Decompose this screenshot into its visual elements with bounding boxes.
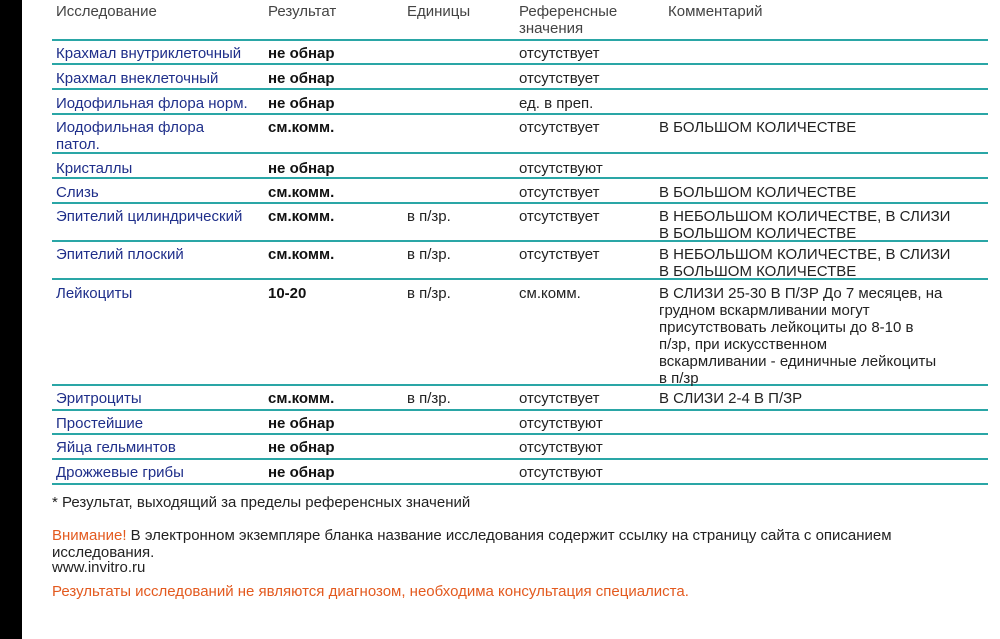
reference-value: отсутствует xyxy=(519,184,600,201)
result-value: см.комм. xyxy=(268,208,335,225)
result-value: см.комм. xyxy=(268,390,335,407)
result-value: не обнар xyxy=(268,160,335,177)
result-value: не обнар xyxy=(268,464,335,481)
study-name-link[interactable]: Дрожжевые грибы xyxy=(56,464,184,481)
reference-value: отсутствует xyxy=(519,119,600,136)
study-name-link[interactable]: Яйца гельминтов xyxy=(56,439,176,456)
comment-line: В БОЛЬШОМ КОЛИЧЕСТВЕ xyxy=(659,119,857,136)
comment-line: В БОЛЬШОМ КОЛИЧЕСТВЕ xyxy=(659,225,857,242)
result-value: не обнар xyxy=(268,439,335,456)
comment-line: вскармливании - единичные лейкоциты xyxy=(659,353,937,370)
result-value: см.комм. xyxy=(268,119,335,136)
study-name-link[interactable]: Крахмал внутриклеточный xyxy=(56,45,242,62)
row-divider xyxy=(52,63,988,65)
study-name-link[interactable]: Простейшие xyxy=(56,415,144,432)
row-divider xyxy=(52,113,988,115)
reference-value: отсутствуют xyxy=(519,160,603,177)
reference-value: отсутствует xyxy=(519,70,600,87)
comment-line: п/зр, при искусственном xyxy=(659,336,828,353)
study-name-link[interactable]: Иодофильная флора xyxy=(56,119,205,136)
reference-value: отсутствует xyxy=(519,208,600,225)
reference-value: отсутствует xyxy=(519,45,600,62)
unit-value: в п/зр. xyxy=(407,246,451,263)
comment-line: В СЛИЗИ 2-4 В П/ЗР xyxy=(659,390,803,407)
reference-value: отсутствует xyxy=(519,390,600,407)
result-value: не обнар xyxy=(268,45,335,62)
row-divider xyxy=(52,433,988,435)
study-name-link[interactable]: патол. xyxy=(56,136,100,153)
result-value: 10-20 xyxy=(268,285,307,302)
header-comment: Комментарий xyxy=(668,3,763,20)
reference-value: см.комм. xyxy=(519,285,581,302)
warning-text-line-2: исследования. xyxy=(52,544,155,561)
comment-line: В БОЛЬШОМ КОЛИЧЕСТВЕ xyxy=(659,184,857,201)
reference-value: отсутствуют xyxy=(519,415,603,432)
study-name-link[interactable]: Эритроциты xyxy=(56,390,142,407)
study-name-link[interactable]: Крахмал внеклеточный xyxy=(56,70,219,87)
unit-value: в п/зр. xyxy=(407,285,451,302)
header-reference: Референсные значения xyxy=(519,3,618,37)
unit-value: в п/зр. xyxy=(407,390,451,407)
reference-value: отсутствуют xyxy=(519,439,603,456)
warning-text-line-1: В электронном экземпляре бланка название исследования содержит ссылку на страницу сайта с описанием xyxy=(126,527,892,544)
row-divider xyxy=(52,458,988,460)
row-divider xyxy=(52,483,988,485)
comment-line: присутствовать лейкоциты до 8-10 в xyxy=(659,319,914,336)
row-divider xyxy=(52,177,988,179)
header-result: Результат xyxy=(268,3,337,20)
comment-line: грудном вскармливании могут xyxy=(659,302,870,319)
result-value: не обнар xyxy=(268,95,335,112)
reference-value: отсутствуют xyxy=(519,464,603,481)
row-divider xyxy=(52,39,988,41)
result-value: см.комм. xyxy=(268,184,335,201)
study-name-link[interactable]: Слизь xyxy=(56,184,99,201)
result-value: не обнар xyxy=(268,70,335,87)
comment-line: В БОЛЬШОМ КОЛИЧЕСТВЕ xyxy=(659,263,857,280)
result-value: см.комм. xyxy=(268,246,335,263)
study-name-link[interactable]: Эпителий цилиндрический xyxy=(56,208,243,225)
result-value: не обнар xyxy=(268,415,335,432)
comment-line: В НЕБОЛЬШОМ КОЛИЧЕСТВЕ, В СЛИЗИ xyxy=(659,246,951,263)
row-divider xyxy=(52,152,988,154)
comment-line: в п/зр xyxy=(659,370,699,387)
row-divider xyxy=(52,202,988,204)
warning-notice xyxy=(52,527,892,544)
comment-line: В СЛИЗИ 25-30 В П/ЗР До 7 месяцев, на xyxy=(659,285,943,302)
footnote: * Результат, выходящий за пределы референсных значений xyxy=(52,494,471,511)
study-name-link[interactable]: Кристаллы xyxy=(56,160,133,177)
lab-results-sheet xyxy=(22,0,1000,639)
row-divider xyxy=(52,384,988,386)
comment-line: В НЕБОЛЬШОМ КОЛИЧЕСТВЕ, В СЛИЗИ xyxy=(659,208,951,225)
header-units: Единицы xyxy=(407,3,471,20)
reference-value: отсутствует xyxy=(519,246,600,263)
warning-label: Внимание! xyxy=(52,527,127,544)
study-name-link[interactable]: Лейкоциты xyxy=(56,285,133,302)
unit-value: в п/зр. xyxy=(407,208,451,225)
row-divider xyxy=(52,88,988,90)
site-link[interactable]: www.invitro.ru xyxy=(52,559,146,576)
study-name-link[interactable]: Иодофильная флора норм. xyxy=(56,95,248,112)
reference-value: ед. в преп. xyxy=(519,95,594,112)
study-name-link[interactable]: Эпителий плоский xyxy=(56,246,184,263)
disclaimer: Результаты исследований не являются диагнозом, необходима консультация специалиста. xyxy=(52,583,689,600)
header-study: Исследование xyxy=(56,3,157,20)
row-divider xyxy=(52,409,988,411)
